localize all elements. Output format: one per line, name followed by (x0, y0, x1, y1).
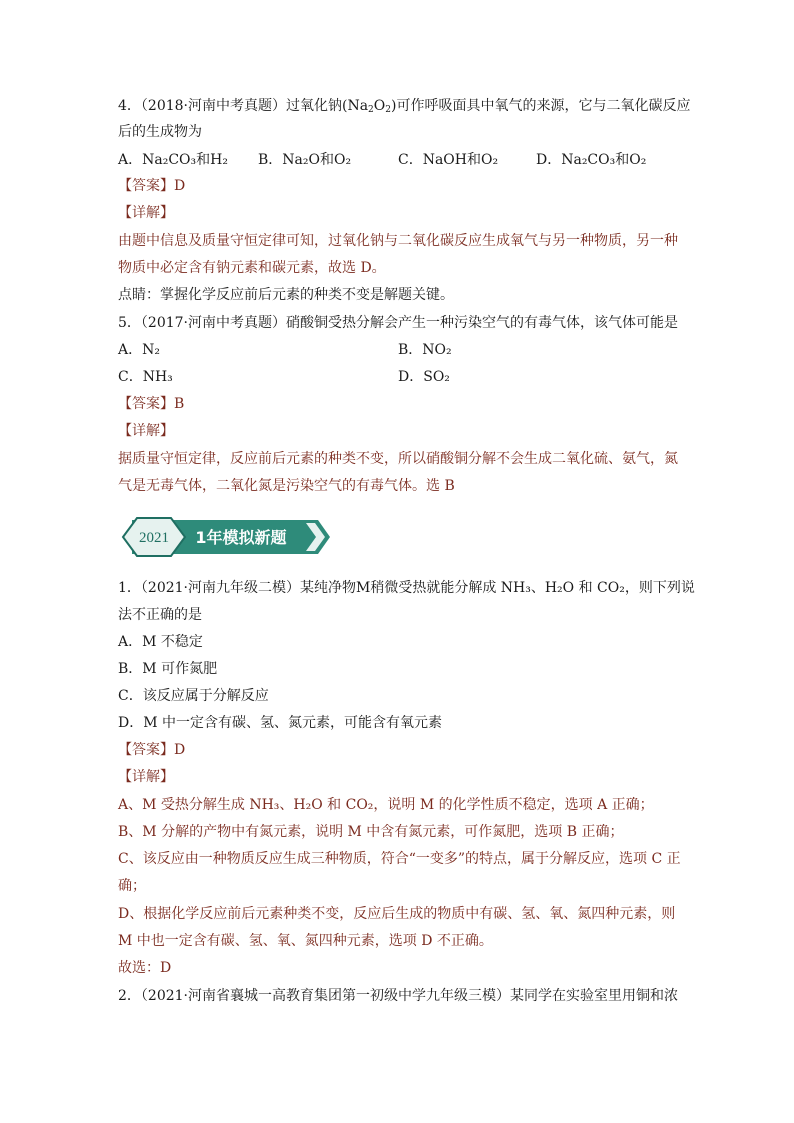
m1-option-a: A．M 不稳定 (118, 634, 203, 650)
m1-stem-line1: 1．（2021·河南九年级二模）某纯净物M稍微受热就能分解成 NH₃、H₂O 和 CO₂，则下列说 (118, 580, 695, 596)
q4-detail-heading: 【详解】 (118, 205, 174, 221)
m1-option-d: D．M 中一定含有碳、氢、氮元素，可能含有氧元素 (118, 715, 443, 731)
m1-detail-heading: 【详解】 (118, 769, 174, 785)
q4-option-c: C．NaOH和O₂ (398, 152, 499, 168)
m1-detail-line-d: D、根据化学反应前后元素种类不变，反应后生成的物质中有碳、氢、氧、氮四种元素，则 (118, 906, 676, 922)
q4-stem-line1: 4．（2018·河南中考真题）过氧化钠$(Na_2O_2)$可作呼吸面具中氧气的来源，它与二氧化碳反应 (118, 98, 691, 115)
q5-option-a: A．N₂ (118, 342, 160, 358)
q5-answer: 【答案】B (118, 396, 185, 412)
q4-answer: 【答案】D (118, 178, 186, 194)
m2-stem: 2．（2021·河南省襄城一高教育集团第一初级中学九年级三模）某同学在实验室里用铜和浓 (118, 988, 678, 1004)
m1-option-c: C．该反应属于分解反应 (118, 688, 269, 704)
m1-detail-line-c: C、该反应由一种物质反应生成三种物质，符合“一变多”的特点，属于分解反应，选项 C 正 (118, 851, 681, 867)
m1-option-b: B．M 可作氮肥 (118, 661, 218, 677)
m1-detail-line-b: B、M 分解的产物中有氮元素，说明 M 中含有氮元素，可作氮肥，选项 B 正确； (118, 824, 624, 840)
q5-option-c: C．NH₃ (118, 369, 173, 385)
m1-stem-line2: 法不正确的是 (118, 607, 202, 623)
m1-detail-line-a: A、M 受热分解生成 NH₃、H₂O 和 CO₂，说明 M 的化学性质不稳定，选项 A 正确； (118, 797, 654, 813)
q5-detail-line1: 据质量守恒定律，反应前后元素的种类不变，所以硝酸铜分解不会生成二氧化硫、氨气，氮 (118, 451, 678, 467)
q4-detail-line1: 由题中信息及质量守恒定律可知，过氧化钠与二氧化碳反应生成氧气与另一种物质，另一种 (118, 233, 678, 249)
q5-option-d: D．SO₂ (398, 369, 450, 385)
section-banner (118, 514, 332, 560)
q4-stem-line2: 后的生成物为 (118, 124, 202, 140)
m1-detail-line-c-cont: 确； (118, 878, 146, 894)
q4-option-b: B．Na₂O和O₂ (258, 152, 352, 168)
q4-option-a: A．Na₂CO₃和H₂ (118, 152, 228, 168)
q5-detail-heading: 【详解】 (118, 423, 174, 439)
q5-stem: 5．（2017·河南中考真题）硝酸铜受热分解会产生一种污染空气的有毒气体，该气体可能是 (118, 315, 678, 331)
q5-option-b: B．NO₂ (398, 342, 452, 358)
m1-detail-line-d-cont: M 中也一定含有碳、氢、氧、氮四种元素，选项 D 不正确。 (118, 933, 493, 949)
q5-detail-line2: 气是无毒气体，二氧化氮是污染空气的有毒气体。选 B (118, 478, 455, 494)
m1-answer: 【答案】D (118, 742, 186, 758)
q4-comment: 点睛：掌握化学反应前后元素的种类不变是解题关键。 (118, 287, 454, 303)
banner-year: 2021 (139, 530, 169, 546)
q4-detail-line2: 物质中必定含有钠元素和碳元素，故选 D。 (118, 260, 386, 276)
q4-option-d: D．Na₂CO₃和O₂ (536, 152, 647, 168)
banner-title: 1年模拟新题 (195, 528, 287, 547)
m1-conclusion: 故选：D (118, 960, 172, 976)
